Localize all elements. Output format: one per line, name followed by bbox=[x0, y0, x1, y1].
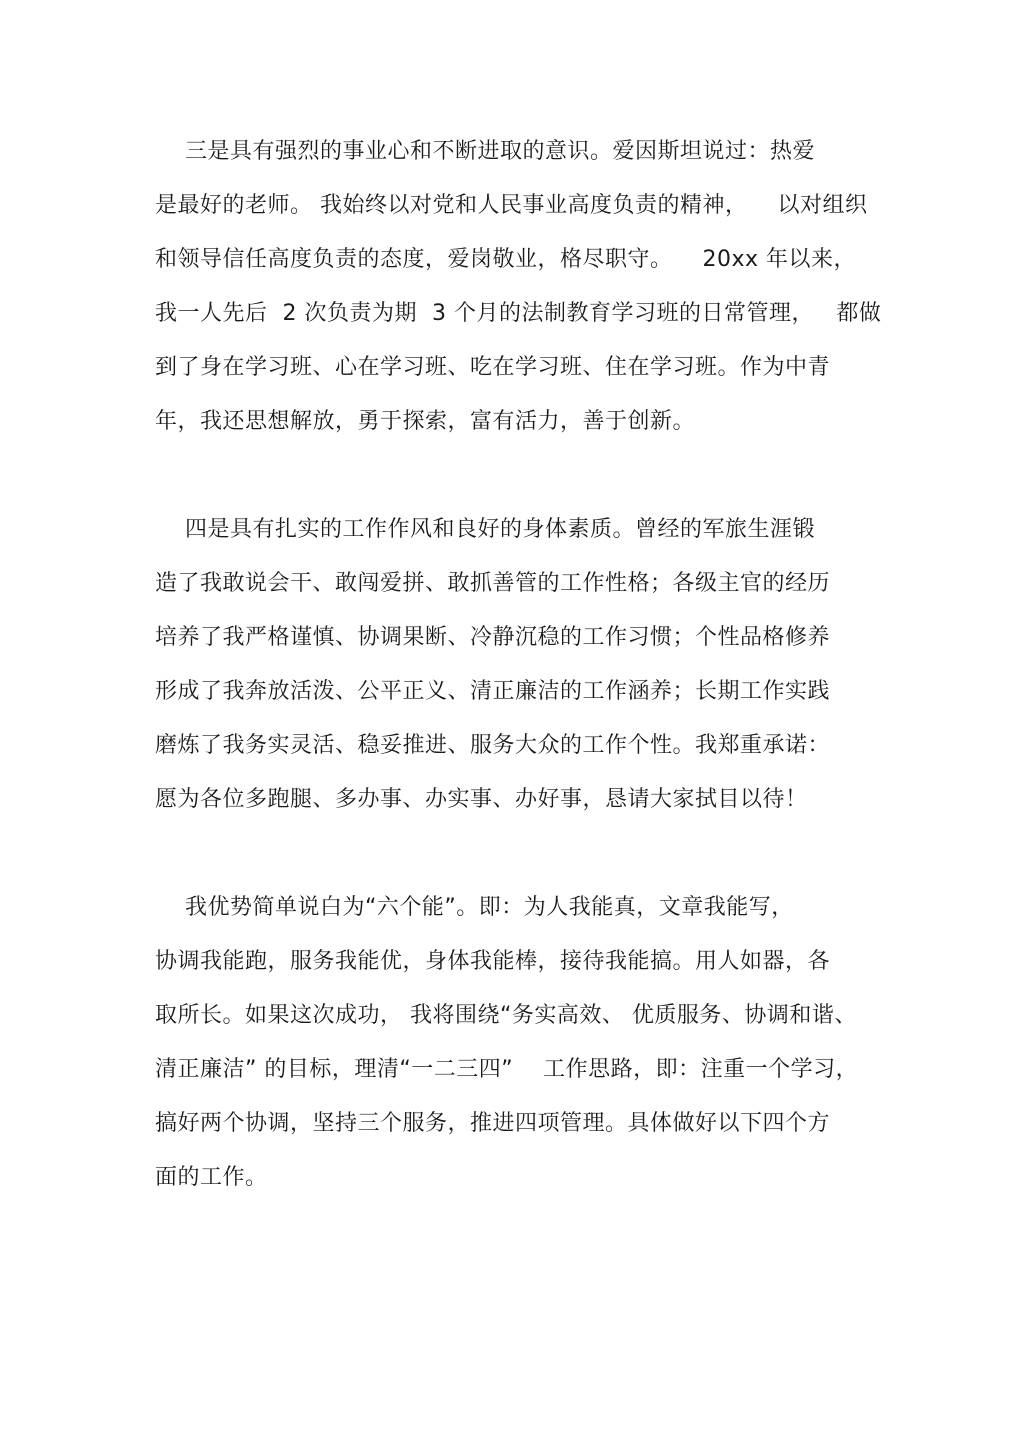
text-line: 年，我还思想解放，勇于探索，富有活力，善于创新。 bbox=[155, 409, 696, 434]
text-line: 清正廉洁” 的目标，理清“一二三四” 工作思路，即：注重一个学习， bbox=[155, 1057, 859, 1082]
text-line: 四是具有扎实的工作作风和良好的身体素质。曾经的军旅生涯锻 bbox=[155, 517, 815, 542]
text-line: 三是具有强烈的事业心和不断进取的意识。爱因斯坦说过：热爱 bbox=[155, 139, 815, 164]
text-line: 我一人先后 2 次负责为期 3 个月的法制教育学习班的日常管理， 都做 bbox=[155, 301, 882, 326]
text-line: 和领导信任高度负责的态度，爱岗敬业，格尽职守。 20xx 年以来， bbox=[155, 247, 857, 272]
text-line: 培养了我严格谨慎、协调果断、冷静沉稳的工作习惯；个性品格修养 bbox=[155, 625, 831, 650]
text-line: 愿为各位多跑腿、多办事、办实事、办好事，恳请大家拭目以待！ bbox=[155, 787, 808, 812]
paragraph bbox=[155, 125, 882, 449]
text-line: 是最好的老师。 我始终以对党和人民事业高度负责的精神， 以对组织 bbox=[155, 193, 868, 218]
text-line: 取所长。如果这次成功， 我将围绕“务实高效、 优质服务、协调和谐、 bbox=[155, 1003, 857, 1028]
paragraph bbox=[155, 503, 875, 827]
text-line: 搞好两个协调，坚持三个服务，推进四项管理。具体做好以下四个方 bbox=[155, 1111, 831, 1136]
text-line: 形成了我奔放活泼、公平正义、清正廉洁的工作涵养；长期工作实践 bbox=[155, 679, 831, 704]
text-line: 到了身在学习班、心在学习班、吃在学习班、住在学习班。作为中青 bbox=[155, 355, 831, 380]
paragraph bbox=[155, 881, 875, 1205]
text-line: 面的工作。 bbox=[155, 1165, 268, 1190]
text-line: 磨炼了我务实灵活、稳妥推进、服务大众的工作个性。我郑重承诺： bbox=[155, 733, 831, 758]
text-line: 我优势简单说白为“六个能”。即：为人我能真，文章我能写， bbox=[155, 895, 794, 920]
text-line: 造了我敢说会干、敢闯爱拼、敢抓善管的工作性格；各级主官的经历 bbox=[155, 571, 831, 596]
text-line: 协调我能跑，服务我能优，身体我能棒，接待我能搞。用人如器，各 bbox=[155, 949, 831, 974]
